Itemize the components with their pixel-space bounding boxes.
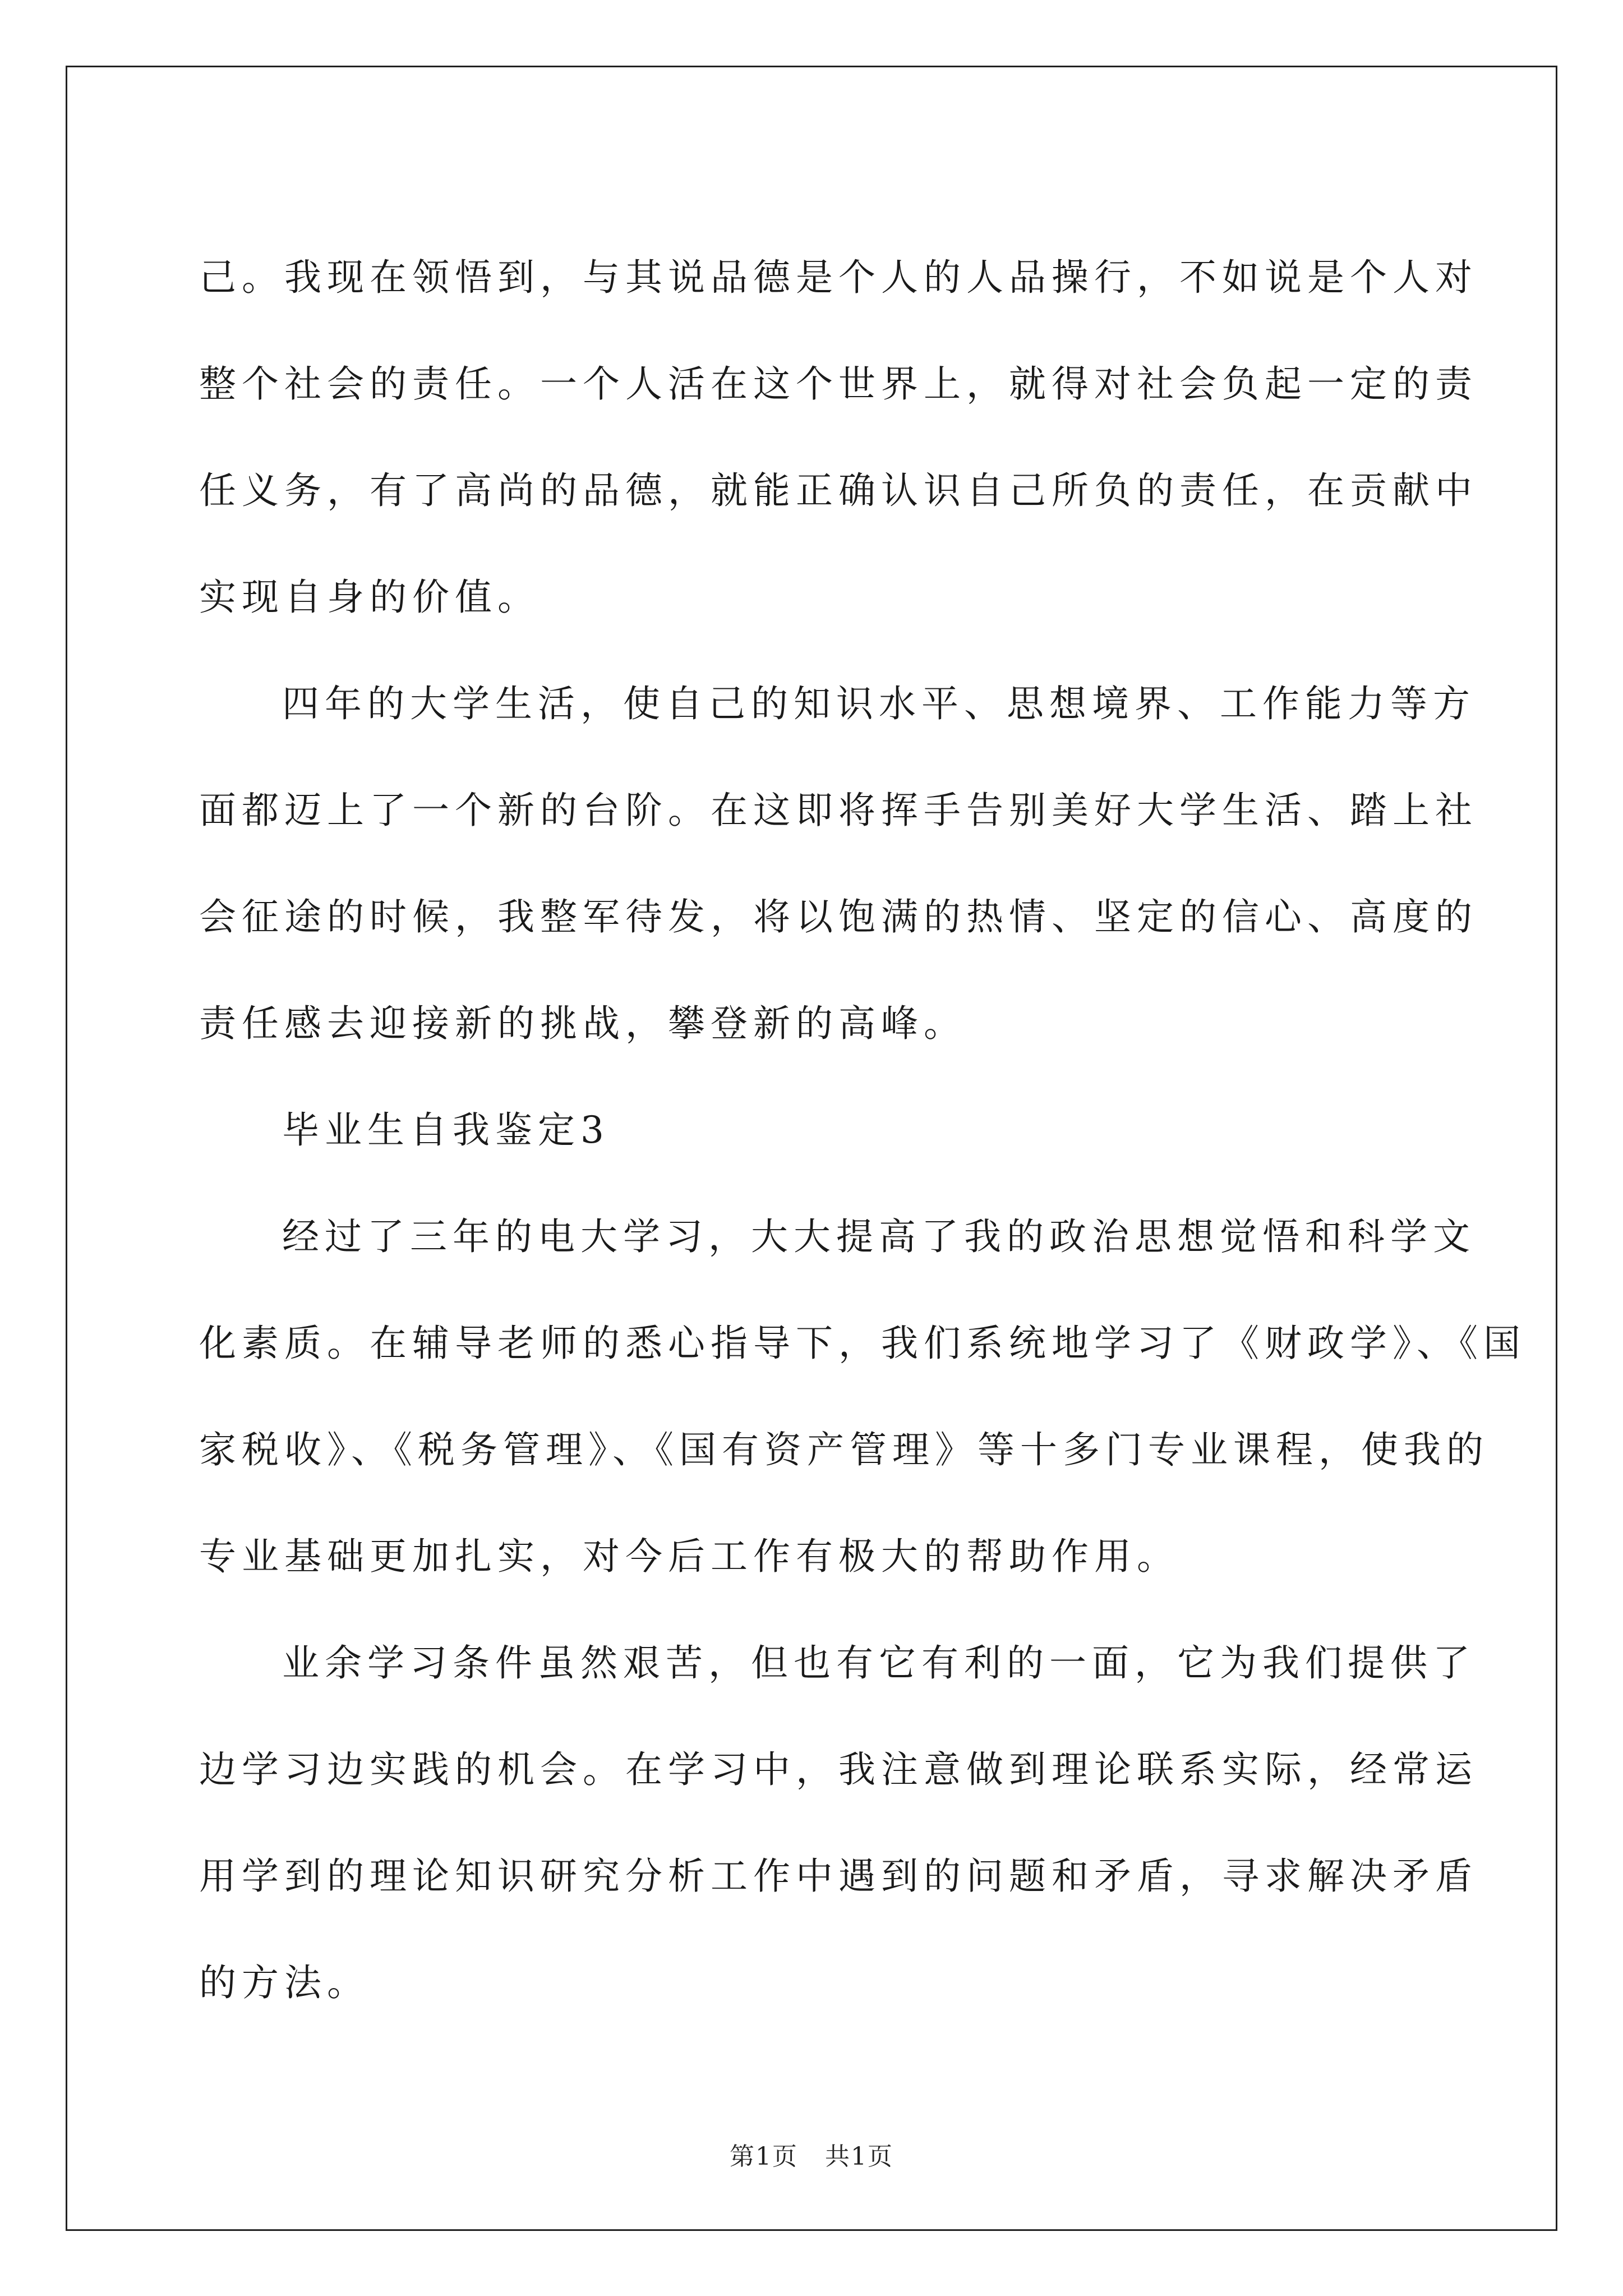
text-line: 业余学习条件虽然艰苦，但也有它有利的一面，它为我们提供了	[282, 1641, 1476, 1685]
text-line: 任义务，有了高尚的品德，就能正确认识自己所负的责任，在贡献中	[199, 469, 1478, 512]
text-line: 四年的大学生活，使自己的知识水平、思想境界、工作能力等方	[282, 682, 1476, 725]
page-total: 共1页	[824, 2142, 893, 2171]
text-line: 专业基础更加扎实，对今后工作有极大的帮助作用。	[199, 1535, 1179, 1578]
text-line: 家税收》、《税务管理》、《国有资产管理》等十多门专业课程，使我的	[199, 1428, 1489, 1471]
section-heading: 毕业生自我鉴定3	[282, 1108, 610, 1152]
text-line: 实现自身的价值。	[199, 576, 540, 619]
text-line: 面都迈上了一个新的台阶。在这即将挥手告别美好大学生活、踏上社	[199, 789, 1478, 832]
text-line: 用学到的理论知识研究分析工作中遇到的问题和矛盾，寻求解决矛盾	[199, 1855, 1478, 1898]
text-line: 边学习边实践的机会。在学习中，我注意做到理论联系实际，经常运	[199, 1748, 1478, 1791]
text-line: 经过了三年的电大学习，大大提高了我的政治思想觉悟和科学文	[282, 1215, 1476, 1258]
text-line: 己。我现在领悟到，与其说品德是个人的人品操行，不如说是个人对	[199, 256, 1478, 299]
text-line: 责任感去迎接新的挑战，攀登新的高峰。	[199, 1002, 966, 1045]
text-line: 会征途的时候，我整军待发，将以饱满的热情、坚定的信心、高度的	[199, 895, 1478, 938]
page-number: 第1页	[730, 2142, 799, 2171]
text-line: 整个社会的责任。一个人活在这个世界上，就得对社会负起一定的责	[199, 362, 1478, 406]
text-line: 的方法。	[199, 1961, 370, 2004]
text-line: 化素质。在辅导老师的悉心指导下，我们系统地学习了《财政学》、《国	[199, 1322, 1526, 1365]
document-body	[199, 224, 1526, 2036]
page-footer	[0, 2140, 1623, 2174]
